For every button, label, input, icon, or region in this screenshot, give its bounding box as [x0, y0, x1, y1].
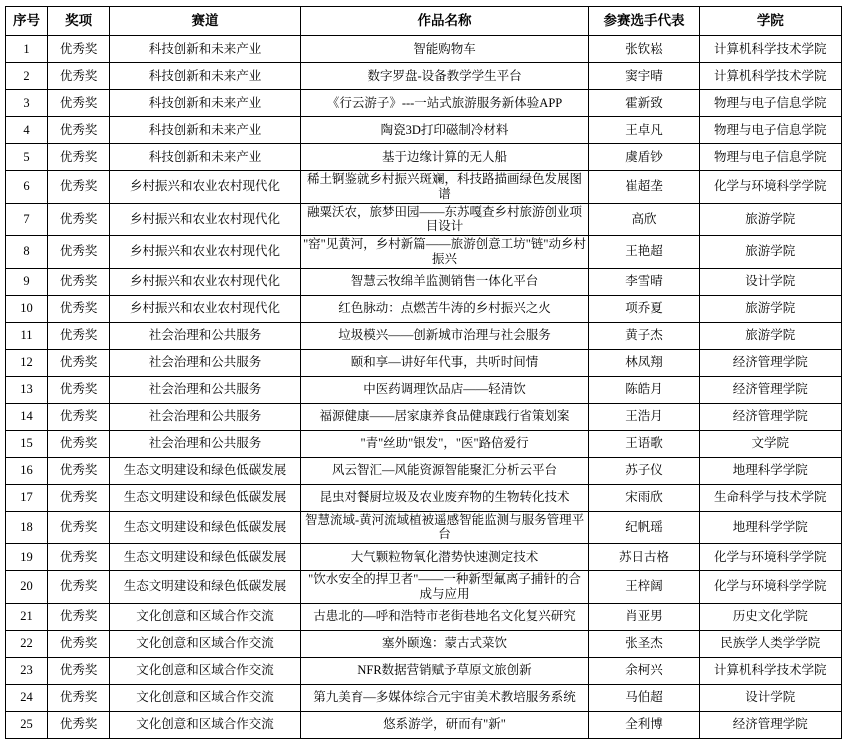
cell-college: 物理与电子信息学院	[699, 117, 841, 144]
cell-award: 优秀奖	[48, 511, 110, 544]
cell-representative: 苏子仪	[589, 457, 699, 484]
cell-no: 3	[6, 90, 48, 117]
cell-work: 智慧云牧绵羊监测销售一体化平台	[300, 268, 589, 295]
cell-work: 陶瓷3D打印磁制冷材料	[300, 117, 589, 144]
cell-college: 化学与环境科学学院	[699, 171, 841, 204]
cell-work: NFR数据营销赋予草原文旅创新	[300, 657, 589, 684]
cell-no: 6	[6, 171, 48, 204]
cell-track: 文化创意和区域合作交流	[110, 630, 300, 657]
cell-award: 优秀奖	[48, 657, 110, 684]
cell-college: 物理与电子信息学院	[699, 144, 841, 171]
cell-no: 16	[6, 457, 48, 484]
cell-award: 优秀奖	[48, 36, 110, 63]
cell-no: 19	[6, 544, 48, 571]
cell-award: 优秀奖	[48, 484, 110, 511]
cell-work: "窑"见黄河，乡村新篇——旅游创意工坊"链"动乡村振兴	[300, 236, 589, 269]
cell-college: 物理与电子信息学院	[699, 90, 841, 117]
table-header	[6, 7, 842, 36]
cell-representative: 林凤翔	[589, 349, 699, 376]
cell-work: 基于边缘计算的无人船	[300, 144, 589, 171]
table-body	[6, 36, 842, 739]
cell-representative: 高欣	[589, 203, 699, 236]
cell-award: 优秀奖	[48, 430, 110, 457]
cell-track: 乡村振兴和农业农村现代化	[110, 236, 300, 269]
table-row	[6, 630, 842, 657]
cell-track: 乡村振兴和农业农村现代化	[110, 203, 300, 236]
cell-no: 10	[6, 295, 48, 322]
cell-work: 红色脉动：点燃苦牛涛的乡村振兴之火	[300, 295, 589, 322]
cell-college: 设计学院	[699, 268, 841, 295]
cell-work: 稀土锕鉴就乡村振兴斑斓，科技路描画绿色发展图谱	[300, 171, 589, 204]
table-row	[6, 203, 842, 236]
cell-no: 11	[6, 322, 48, 349]
table-row	[6, 268, 842, 295]
table-row	[6, 544, 842, 571]
cell-representative: 窦宇晴	[589, 63, 699, 90]
cell-track: 社会治理和公共服务	[110, 430, 300, 457]
cell-college: 计算机科学技术学院	[699, 657, 841, 684]
cell-college: 旅游学院	[699, 203, 841, 236]
cell-track: 生态文明建设和绿色低碳发展	[110, 571, 300, 604]
cell-representative: 张圣杰	[589, 630, 699, 657]
cell-representative: 黄子杰	[589, 322, 699, 349]
cell-track: 生态文明建设和绿色低碳发展	[110, 484, 300, 511]
cell-college: 设计学院	[699, 684, 841, 711]
cell-college: 旅游学院	[699, 236, 841, 269]
cell-no: 18	[6, 511, 48, 544]
cell-award: 优秀奖	[48, 403, 110, 430]
table-row	[6, 117, 842, 144]
table-row	[6, 457, 842, 484]
cell-college: 地理科学学院	[699, 457, 841, 484]
cell-award: 优秀奖	[48, 544, 110, 571]
cell-work: 融粟沃农，旅梦田园——东苏嘎查乡村旅游创业项目设计	[300, 203, 589, 236]
cell-representative: 肖亚男	[589, 603, 699, 630]
cell-work: 福源健康——居家康养食品健康践行省策划案	[300, 403, 589, 430]
cell-award: 优秀奖	[48, 571, 110, 604]
column-header-track: 赛道	[110, 7, 300, 36]
cell-track: 社会治理和公共服务	[110, 322, 300, 349]
cell-college: 旅游学院	[699, 322, 841, 349]
cell-representative: 王梓阔	[589, 571, 699, 604]
cell-college: 化学与环境科学学院	[699, 544, 841, 571]
cell-no: 23	[6, 657, 48, 684]
cell-work: 智慧流域-黄河流域植被遥感智能监测与服务管理平台	[300, 511, 589, 544]
cell-award: 优秀奖	[48, 268, 110, 295]
table-header-row	[6, 7, 842, 36]
table-row	[6, 63, 842, 90]
cell-no: 25	[6, 711, 48, 738]
cell-no: 1	[6, 36, 48, 63]
cell-work: 昆虫对餐厨垃圾及农业废弃物的生物转化技术	[300, 484, 589, 511]
cell-award: 优秀奖	[48, 711, 110, 738]
cell-award: 优秀奖	[48, 117, 110, 144]
table-row	[6, 484, 842, 511]
cell-representative: 李雪晴	[589, 268, 699, 295]
cell-college: 民族学人类学学院	[699, 630, 841, 657]
cell-no: 12	[6, 349, 48, 376]
table-row	[6, 90, 842, 117]
cell-work: 风云智汇—风能资源智能聚汇分析云平台	[300, 457, 589, 484]
table-row	[6, 144, 842, 171]
cell-no: 14	[6, 403, 48, 430]
cell-work: 悠系游学，研而有"新"	[300, 711, 589, 738]
table-row	[6, 295, 842, 322]
cell-track: 科技创新和未来产业	[110, 36, 300, 63]
cell-work: 颐和享—讲好年代事，共听时间情	[300, 349, 589, 376]
cell-representative: 霍新致	[589, 90, 699, 117]
column-header-college: 学院	[699, 7, 841, 36]
cell-award: 优秀奖	[48, 295, 110, 322]
cell-representative: 全利博	[589, 711, 699, 738]
cell-work: 大气颗粒物氧化潜势快速测定技术	[300, 544, 589, 571]
cell-track: 文化创意和区域合作交流	[110, 657, 300, 684]
cell-representative: 苏日古格	[589, 544, 699, 571]
cell-representative: 王艳超	[589, 236, 699, 269]
cell-representative: 王浩月	[589, 403, 699, 430]
cell-college: 计算机科学技术学院	[699, 63, 841, 90]
cell-track: 科技创新和未来产业	[110, 63, 300, 90]
award-table	[5, 6, 842, 739]
cell-award: 优秀奖	[48, 630, 110, 657]
cell-work: 智能购物车	[300, 36, 589, 63]
cell-college: 地理科学学院	[699, 511, 841, 544]
cell-track: 社会治理和公共服务	[110, 349, 300, 376]
table-row	[6, 376, 842, 403]
cell-college: 旅游学院	[699, 295, 841, 322]
cell-representative: 陈皓月	[589, 376, 699, 403]
cell-track: 生态文明建设和绿色低碳发展	[110, 457, 300, 484]
cell-award: 优秀奖	[48, 349, 110, 376]
cell-work: 古患北的—呼和浩特市老街巷地名文化复兴研究	[300, 603, 589, 630]
cell-award: 优秀奖	[48, 90, 110, 117]
cell-no: 22	[6, 630, 48, 657]
cell-college: 经济管理学院	[699, 349, 841, 376]
cell-college: 文学院	[699, 430, 841, 457]
table-row	[6, 711, 842, 738]
cell-work: 第九美育—多媒体综合元宇宙美术教培服务系统	[300, 684, 589, 711]
cell-track: 乡村振兴和农业农村现代化	[110, 295, 300, 322]
cell-representative: 马伯超	[589, 684, 699, 711]
cell-track: 生态文明建设和绿色低碳发展	[110, 511, 300, 544]
cell-no: 2	[6, 63, 48, 90]
cell-no: 24	[6, 684, 48, 711]
cell-award: 优秀奖	[48, 203, 110, 236]
table-row	[6, 571, 842, 604]
cell-track: 社会治理和公共服务	[110, 403, 300, 430]
cell-work: 中医药调理饮品店——轻清饮	[300, 376, 589, 403]
cell-no: 17	[6, 484, 48, 511]
cell-no: 13	[6, 376, 48, 403]
column-header-award: 奖项	[48, 7, 110, 36]
cell-award: 优秀奖	[48, 322, 110, 349]
cell-track: 文化创意和区域合作交流	[110, 603, 300, 630]
table-row	[6, 236, 842, 269]
table-row	[6, 403, 842, 430]
table-row	[6, 603, 842, 630]
column-header-representative: 参赛选手代表	[589, 7, 699, 36]
cell-college: 经济管理学院	[699, 376, 841, 403]
cell-work: 垃圾模兴——创新城市治理与社会服务	[300, 322, 589, 349]
cell-representative: 崔超垄	[589, 171, 699, 204]
cell-award: 优秀奖	[48, 603, 110, 630]
cell-college: 生命科学与技术学院	[699, 484, 841, 511]
cell-college: 历史文化学院	[699, 603, 841, 630]
cell-representative: 项乔夏	[589, 295, 699, 322]
cell-college: 计算机科学技术学院	[699, 36, 841, 63]
cell-representative: 王语歌	[589, 430, 699, 457]
cell-work: 《行云游子》---一站式旅游服务新体验APP	[300, 90, 589, 117]
cell-no: 7	[6, 203, 48, 236]
cell-representative: 虞盾钞	[589, 144, 699, 171]
cell-award: 优秀奖	[48, 144, 110, 171]
cell-award: 优秀奖	[48, 236, 110, 269]
cell-award: 优秀奖	[48, 376, 110, 403]
cell-representative: 王卓凡	[589, 117, 699, 144]
cell-no: 4	[6, 117, 48, 144]
cell-track: 科技创新和未来产业	[110, 90, 300, 117]
cell-work: 数字罗盘-设备教学学生平台	[300, 63, 589, 90]
cell-track: 文化创意和区域合作交流	[110, 684, 300, 711]
cell-no: 21	[6, 603, 48, 630]
cell-track: 生态文明建设和绿色低碳发展	[110, 544, 300, 571]
cell-work: "青"丝助"银发"，"医"路倍爱行	[300, 430, 589, 457]
cell-track: 科技创新和未来产业	[110, 144, 300, 171]
cell-representative: 张钦崧	[589, 36, 699, 63]
cell-no: 8	[6, 236, 48, 269]
cell-representative: 宋雨欣	[589, 484, 699, 511]
cell-track: 乡村振兴和农业农村现代化	[110, 171, 300, 204]
table-row	[6, 36, 842, 63]
cell-work: "饮水安全的捍卫者"——一种新型氟离子捕针的合成与应用	[300, 571, 589, 604]
table-row	[6, 684, 842, 711]
table-row	[6, 511, 842, 544]
table-row	[6, 322, 842, 349]
cell-college: 经济管理学院	[699, 403, 841, 430]
cell-work: 塞外颐逸：蒙古式菜饮	[300, 630, 589, 657]
cell-track: 科技创新和未来产业	[110, 117, 300, 144]
column-header-no: 序号	[6, 7, 48, 36]
column-header-work: 作品名称	[300, 7, 589, 36]
table-row	[6, 349, 842, 376]
table-row	[6, 171, 842, 204]
cell-track: 乡村振兴和农业农村现代化	[110, 268, 300, 295]
cell-no: 9	[6, 268, 48, 295]
cell-no: 15	[6, 430, 48, 457]
table-row	[6, 657, 842, 684]
cell-no: 20	[6, 571, 48, 604]
cell-track: 社会治理和公共服务	[110, 376, 300, 403]
cell-college: 化学与环境科学学院	[699, 571, 841, 604]
cell-track: 文化创意和区域合作交流	[110, 711, 300, 738]
cell-representative: 余柯兴	[589, 657, 699, 684]
cell-award: 优秀奖	[48, 63, 110, 90]
cell-college: 经济管理学院	[699, 711, 841, 738]
cell-award: 优秀奖	[48, 457, 110, 484]
cell-representative: 纪帆瑶	[589, 511, 699, 544]
cell-no: 5	[6, 144, 48, 171]
cell-award: 优秀奖	[48, 171, 110, 204]
cell-award: 优秀奖	[48, 684, 110, 711]
table-row	[6, 430, 842, 457]
